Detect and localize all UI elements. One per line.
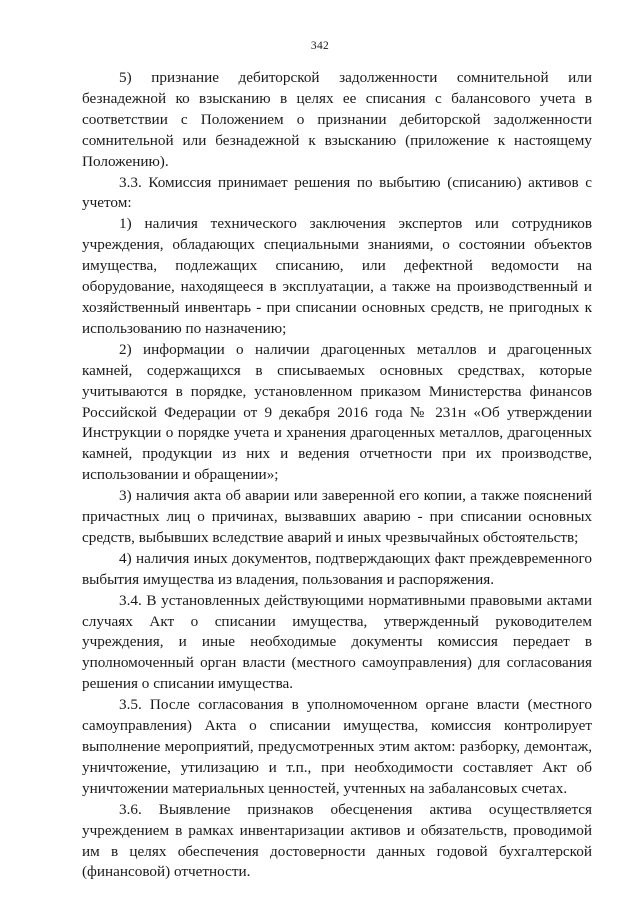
paragraph-3-3-commission-decisions: 3.3. Комиссия принимает решения по выбытию (списанию) активов с учетом: — [82, 173, 592, 212]
paragraph-3-6-impairment: 3.6. Выявление признаков обесценения актива осуществляется учреждением в рамках инвентаризации активов и обязательств, проводимой им в целях обеспечения достоверности данных годовой бухгалтерской (финансовой) отчетности. — [82, 800, 592, 881]
page-number: 342 — [310, 40, 330, 52]
paragraph-3-5-after-approval: 3.5. После согласования в уполномоченном органе власти (местного самоуправления) Акта о списании имущества, комиссия контролирует выполнение мероприятий, предусмотренных этим актом: разборку, демонтаж, уничтожение, утилизацию и т.п., при необходимости составляет Акт об уничтожении материальных ценностей, учтенных на забалансовых счетах. — [82, 696, 592, 797]
document-body — [82, 68, 592, 883]
paragraph-item-3-accident-act: 3) наличия акта об аварии или заверенной его копии, а также пояснений причастных лиц о причинах, вызвавших аварию - при списании основных средств, выбывших вследствие аварий и иных чрезвычайных обстоятельств; — [82, 487, 592, 546]
paragraph-item-4-other-documents: 4) наличия иных документов, подтверждающих факт преждевременного выбытия имущества из владения, пользования и распоряжения. — [82, 549, 592, 588]
paragraph-3-4-act-approval: 3.4. В установленных действующими нормативными правовыми актами случаях Акт о списании имущества, утвержденный руководителем учреждения, и иные необходимые документы комиссия передает в уполномоченный орган власти (местного самоуправления) для согласования решения о списании имущества. — [82, 591, 592, 693]
paragraph-item-5-writeoff-debt: 5) признание дебиторской задолженности сомнительной или безнадежной ко взысканию в целях ее списания с балансового учета в соответствии с Положением о признании дебиторской задолженности сомнительной или безнадежной к взысканию (приложение к настоящему Положению). — [82, 69, 592, 170]
paragraph-item-1-technical-conclusion: 1) наличия технического заключения экспертов или сотрудников учреждения, обладающих специальными знаниями, о состоянии объектов имущества, подлежащих списанию, или дефектной ведомости на оборудование, находящееся в эксплуатации, а также на производственный и хозяйственный инвентарь - при списании основных средств, не пригодных к использованию по назначению; — [82, 215, 592, 337]
paragraph-item-2-precious-metals: 2) информации о наличии драгоценных металлов и драгоценных камней, содержащихся в списываемых основных средствах, которые учитываются в порядке, установленном приказом Министерства финансов Российской Федерации от 9 декабря 2016 года № 231н «Об утверждении Инструкции о порядке учета и хранения драгоценных металлов, драгоценных камней, продукции из них и ведения отчетности при их производстве, использовании и обращении»; — [82, 340, 592, 484]
